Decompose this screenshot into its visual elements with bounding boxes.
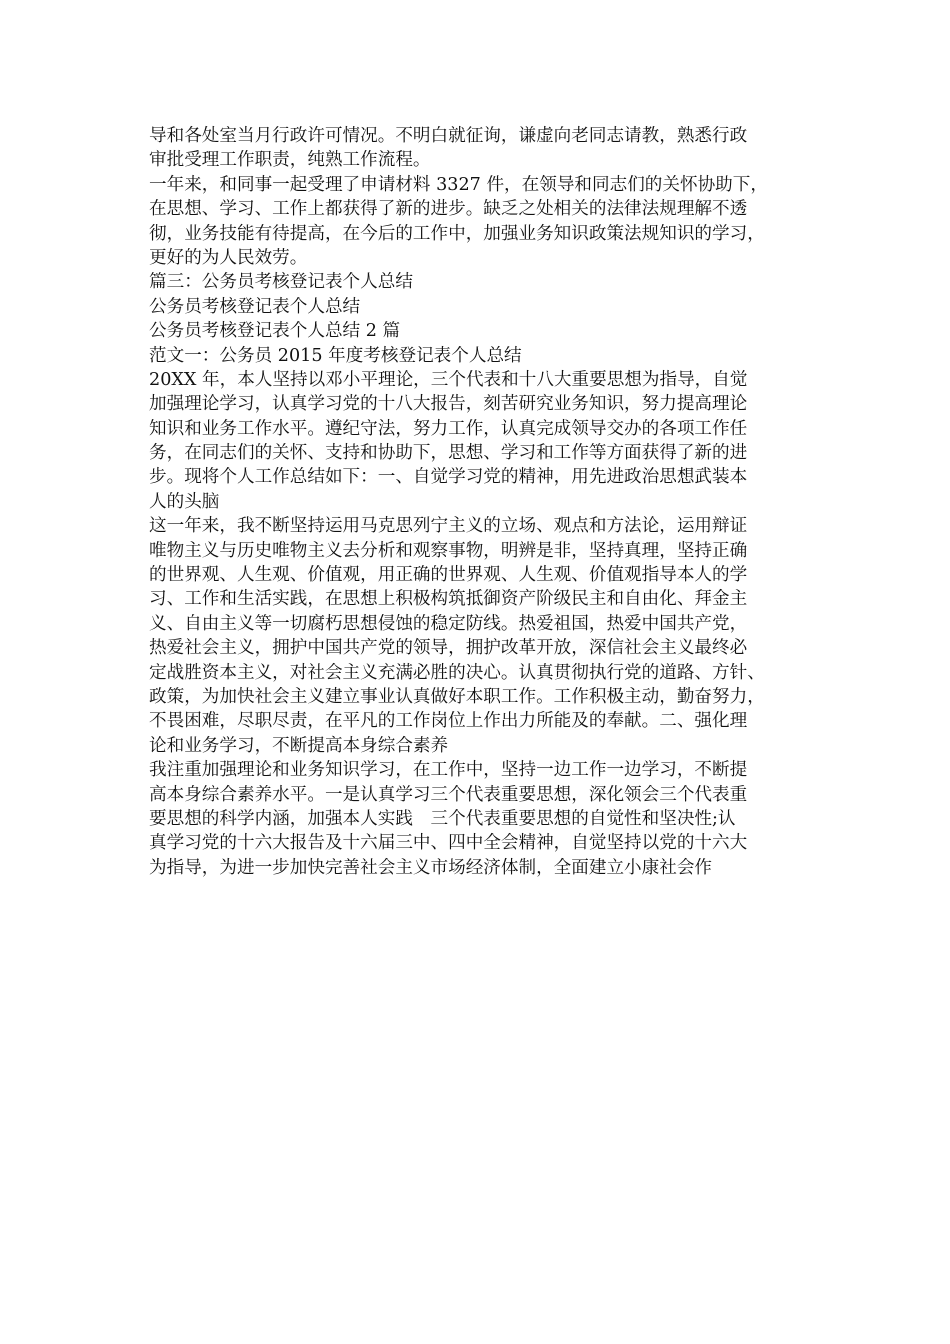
text-line: 我注重加强理论和业务知识学习，在工作中，坚持一边工作一边学习，不断提 (149, 760, 748, 781)
text-line: 唯物主义与历史唯物主义去分析和观察事物，明辨是非，坚持真理，坚持正确 (149, 540, 748, 561)
text-line: 为指导，为进一步加快完善社会主义市场经济体制，全面建立小康社会作 (149, 857, 713, 878)
text-line: 这一年来，我不断坚持运用马克思列宁主义的立场、观点和方法论，运用辩证 (149, 516, 748, 537)
sample-heading: 范文一：公务员 2015 年度考核登记表个人总结 (149, 345, 522, 366)
text-line: 步。现将个人工作总结如下：一、自觉学习党的精神，用先进政治思想武装本 (149, 467, 748, 488)
text-line: 义、自由主义等一切腐朽思想侵蚀的稳定防线。热爱祖国，热爱中国共产党， (149, 613, 748, 634)
text-line: 真学习党的十六大报告及十六届三中、四中全会精神，自觉坚持以党的十六大 (149, 833, 748, 854)
text-line: 的世界观、人生观、价值观，用正确的世界观、人生观、价值观指导本人的学 (149, 565, 748, 586)
document-subtitle: 公务员考核登记表个人总结 2 篇 (149, 321, 401, 342)
text-line: 彻，业务技能有待提高，在今后的工作中，加强业务知识政策法规知识的学习， (149, 223, 765, 244)
text-line: 导和各处室当月行政许可情况。不明白就征询，谦虚向老同志请教，熟悉行政 (149, 126, 748, 146)
text-line: 人的头脑 (149, 491, 220, 512)
text-line: 更好的为人民效劳。 (149, 247, 308, 268)
text-line: 务，在同志们的关怀、支持和协助下，思想、学习和工作等方面获得了新的进 (149, 443, 748, 464)
text-line: 审批受理工作职责，纯熟工作流程。 (149, 150, 431, 171)
text-line: 一年来，和同事一起受理了申请材料 3327 件，在领导和同志们的关怀协助下， (149, 174, 768, 195)
text-line: 不畏困难，尽职尽责，在平凡的工作岗位上作出力所能及的奉献。二、强化理 (149, 711, 748, 732)
text-line: 加强理论学习，认真学习党的十八大报告，刻苦研究业务知识，努力提高理论 (149, 394, 748, 415)
text-line: 论和业务学习，不断提高本身综合素养 (149, 735, 449, 756)
document-title: 公务员考核登记表个人总结 (149, 296, 361, 317)
section-heading: 篇三：公务员考核登记表个人总结 (149, 272, 413, 293)
text-line: 习、工作和生活实践，在思想上积极构筑抵御资产阶级民主和自由化、拜金主 (149, 589, 748, 610)
document-body-text (149, 124, 814, 880)
text-line: 政策，为加快社会主义建立事业认真做好本职工作。工作积极主动，勤奋努力， (149, 686, 765, 707)
text-line: 要思想的科学内涵，加强本人实践 三个代表重要思想的自觉性和坚决性;认 (149, 808, 736, 829)
text-line: 知识和业务工作水平。遵纪守法，努力工作，认真完成领导交办的各项工作任 (149, 418, 748, 439)
text-line: 定战胜资本主义，对社会主义充满必胜的决心。认真贯彻执行党的道路、方针、 (149, 662, 765, 683)
text-line: 高本身综合素养水平。一是认真学习三个代表重要思想，深化领会三个代表重 (149, 784, 748, 805)
text-line: 热爱社会主义，拥护中国共产党的领导，拥护改革开放，深信社会主义最终必 (149, 638, 748, 659)
text-line: 20XX 年，本人坚持以邓小平理论，三个代表和十八大重要思想为指导，自觉 (149, 369, 748, 390)
text-line: 在思想、学习、工作上都获得了新的进步。缺乏之处相关的法律法规理解不透 (149, 199, 748, 220)
